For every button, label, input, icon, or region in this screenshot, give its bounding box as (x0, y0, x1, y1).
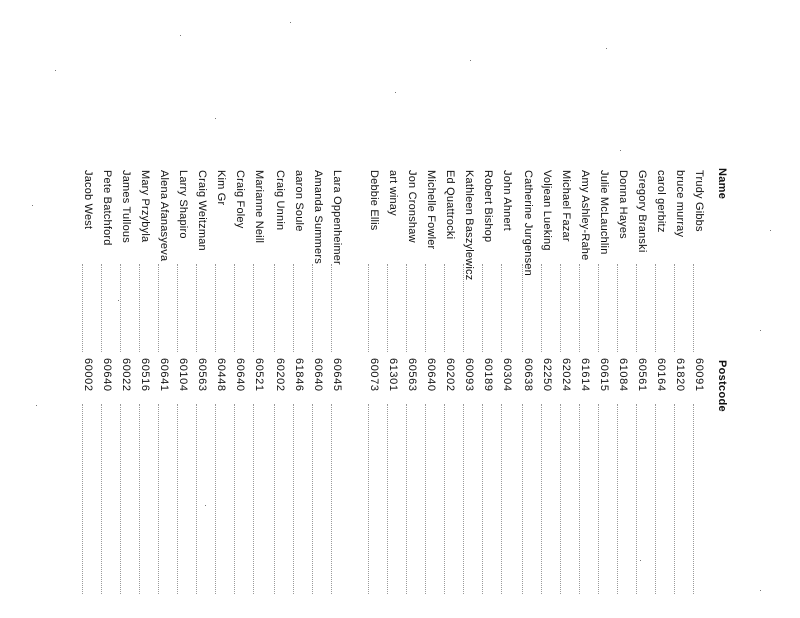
cell-postcode: 62024 (560, 358, 572, 392)
cell-name: Michelle Fowler (425, 170, 437, 250)
leader-dots (617, 264, 618, 352)
cell-name: Alena Afanasyeva (158, 170, 170, 262)
speck (470, 60, 471, 61)
leader-dots (120, 404, 121, 594)
table-row (310, 168, 324, 598)
column-header-name: Name (716, 168, 728, 200)
cell-name: Jon Cronshaw (406, 170, 418, 243)
leader-dots (293, 264, 294, 352)
leader-dots (139, 264, 140, 352)
table-row (634, 168, 648, 598)
table-row (385, 168, 399, 598)
leader-dots (655, 404, 656, 594)
leader-dots (560, 404, 561, 594)
leader-dots (387, 404, 388, 594)
table-row (80, 168, 94, 598)
leader-dots (368, 404, 369, 594)
cell-postcode: 61084 (617, 358, 629, 392)
speck (760, 590, 761, 591)
cell-postcode: 60645 (331, 358, 343, 392)
cell-postcode: 61614 (579, 358, 591, 392)
leader-dots (274, 264, 275, 352)
cell-name: Trudy Gibbs (693, 170, 705, 232)
speck (55, 70, 56, 71)
cell-postcode: 60022 (120, 358, 132, 392)
leader-dots (560, 264, 561, 352)
cell-name: Craig Unnin (274, 170, 286, 231)
cell-postcode: 60561 (636, 358, 648, 392)
cell-postcode: 60563 (196, 358, 208, 392)
leader-dots (406, 264, 407, 352)
cell-postcode: 60563 (406, 358, 418, 392)
speck (215, 118, 216, 119)
cell-postcode: 60189 (482, 358, 494, 392)
leader-dots (482, 264, 483, 352)
leader-dots (541, 264, 542, 352)
leader-dots (693, 404, 694, 594)
leader-dots (636, 264, 637, 352)
leader-dots (158, 264, 159, 352)
leader-dots (463, 264, 464, 352)
cell-postcode: 62250 (541, 358, 553, 392)
cell-name: James Tullous (120, 170, 132, 243)
cell-postcode: 60641 (158, 358, 170, 392)
leader-dots (368, 264, 369, 352)
table-body (48, 168, 728, 598)
speck (180, 35, 181, 36)
table-row (232, 168, 246, 598)
cell-postcode: 60448 (215, 358, 227, 392)
cell-postcode: 61820 (674, 358, 686, 392)
leader-dots (82, 404, 83, 594)
cell-name: Robert Bishop (482, 170, 494, 243)
leader-dots (425, 264, 426, 352)
cell-postcode: 60640 (425, 358, 437, 392)
leader-dots (120, 264, 121, 352)
leader-dots (444, 404, 445, 594)
speck (770, 230, 771, 231)
speck (760, 330, 761, 331)
cell-postcode: 60104 (177, 358, 189, 392)
table-row (499, 168, 513, 598)
cell-postcode: 60002 (82, 358, 94, 392)
table-row (442, 168, 456, 598)
cell-postcode: 60091 (693, 358, 705, 392)
leader-dots (522, 264, 523, 352)
cell-postcode: 60202 (444, 358, 456, 392)
cell-name: Amy Ashley-Rahe (579, 170, 591, 261)
leader-dots (655, 264, 656, 352)
speck (36, 405, 37, 406)
cell-name: Catherine Jurgensen (522, 170, 534, 276)
leader-dots (177, 404, 178, 594)
leader-dots (541, 404, 542, 594)
cell-postcode: 60516 (139, 358, 151, 392)
leader-dots (693, 264, 694, 352)
speck (32, 205, 33, 206)
cell-name: Craig Foley (234, 170, 246, 229)
table-row (653, 168, 667, 598)
table-row (156, 168, 170, 598)
leader-dots (425, 404, 426, 594)
cell-name: Michael Fazar (560, 170, 572, 242)
leader-dots (101, 404, 102, 594)
cell-name: carol gerbitz (655, 170, 667, 233)
leader-dots (598, 404, 599, 594)
leader-dots (253, 264, 254, 352)
cell-name: Ed Quattrocki (444, 170, 456, 240)
cell-name: Amanda Summers (312, 170, 324, 264)
table-row (194, 168, 208, 598)
cell-postcode: 60073 (368, 358, 380, 392)
cell-name: Lara Oppenheimer (331, 170, 343, 265)
cell-postcode: 60304 (501, 358, 513, 392)
cell-name: Larry Shapiro (177, 170, 189, 239)
leader-dots (253, 404, 254, 594)
cell-name: Kathleen Baszylewicz (463, 170, 475, 281)
leader-dots (522, 404, 523, 594)
leader-dots (636, 404, 637, 594)
leader-dots (158, 404, 159, 594)
table-row (691, 168, 705, 598)
table-row (539, 168, 553, 598)
speck (620, 150, 621, 151)
leader-dots (101, 264, 102, 352)
cell-name: Debbie Ellis (368, 170, 380, 231)
leader-dots (501, 404, 502, 594)
table-row (291, 168, 305, 598)
cell-name: Voljean Lueking (541, 170, 553, 251)
cell-name: bruce murray (674, 170, 686, 238)
table-row (251, 168, 265, 598)
cell-postcode: 60640 (234, 358, 246, 392)
leader-dots (234, 264, 235, 352)
leader-dots (674, 264, 675, 352)
cell-postcode: 60640 (312, 358, 324, 392)
table-row (520, 168, 534, 598)
table-row (615, 168, 629, 598)
cell-postcode: 60202 (274, 358, 286, 392)
cell-name: art winay (387, 170, 399, 216)
cell-name: Mary Przybyla (139, 170, 151, 243)
speck (118, 300, 119, 301)
leader-dots (331, 264, 332, 352)
speck (606, 48, 607, 49)
leader-dots (215, 404, 216, 594)
cell-postcode: 61846 (293, 358, 305, 392)
speck (395, 92, 396, 93)
leader-dots (293, 404, 294, 594)
table-row (461, 168, 475, 598)
table-row (480, 168, 494, 598)
cell-name: Craig Weitzman (196, 170, 208, 251)
table-row (672, 168, 686, 598)
speck (290, 22, 291, 23)
cell-name: Pete Batchford (101, 170, 113, 246)
leader-dots (617, 404, 618, 594)
table-row (577, 168, 591, 598)
leader-dots (139, 404, 140, 594)
leader-dots (482, 404, 483, 594)
table-row (99, 168, 113, 598)
cell-postcode: 60521 (253, 358, 265, 392)
column-header-postcode: Postcode (716, 360, 728, 412)
leader-dots (274, 404, 275, 594)
table-row (213, 168, 227, 598)
speck (205, 505, 206, 506)
table-row (404, 168, 418, 598)
cell-name: Kim Gr (215, 170, 227, 206)
table-row (272, 168, 286, 598)
cell-name: Julie McLauchlin (598, 170, 610, 255)
table-row (423, 168, 437, 598)
leader-dots (196, 404, 197, 594)
cell-postcode: 60164 (655, 358, 667, 392)
table-row (558, 168, 572, 598)
cell-name: John Ahnert (501, 170, 513, 231)
leader-dots (331, 404, 332, 594)
table-row (329, 168, 343, 598)
table-row (175, 168, 189, 598)
table-row (596, 168, 610, 598)
cell-name: Marianne Neill (253, 170, 265, 244)
leader-dots (579, 264, 580, 352)
table-row (137, 168, 151, 598)
leader-dots (196, 264, 197, 352)
leader-dots (598, 264, 599, 352)
leader-dots (312, 404, 313, 594)
cell-name: Gregory Branski (636, 170, 648, 253)
cell-name: Jacob West (82, 170, 94, 230)
leader-dots (444, 264, 445, 352)
leader-dots (387, 264, 388, 352)
leader-dots (82, 264, 83, 352)
cell-postcode: 61301 (387, 358, 399, 392)
cell-postcode: 60093 (463, 358, 475, 392)
leader-dots (579, 404, 580, 594)
table-row (118, 168, 132, 598)
leader-dots (406, 404, 407, 594)
leader-dots (674, 404, 675, 594)
cell-postcode: 60640 (101, 358, 113, 392)
cell-name: aaron Soule (293, 170, 305, 232)
rotated-table (48, 168, 728, 598)
leader-dots (177, 264, 178, 352)
leader-dots (234, 404, 235, 594)
speck (640, 560, 641, 561)
table-row (366, 168, 380, 598)
cell-postcode: 60615 (598, 358, 610, 392)
leader-dots (215, 264, 216, 352)
leader-dots (463, 404, 464, 594)
cell-postcode: 60638 (522, 358, 534, 392)
leader-dots (501, 264, 502, 352)
leader-dots (312, 264, 313, 352)
cell-name: Donna Hayes (617, 170, 629, 239)
